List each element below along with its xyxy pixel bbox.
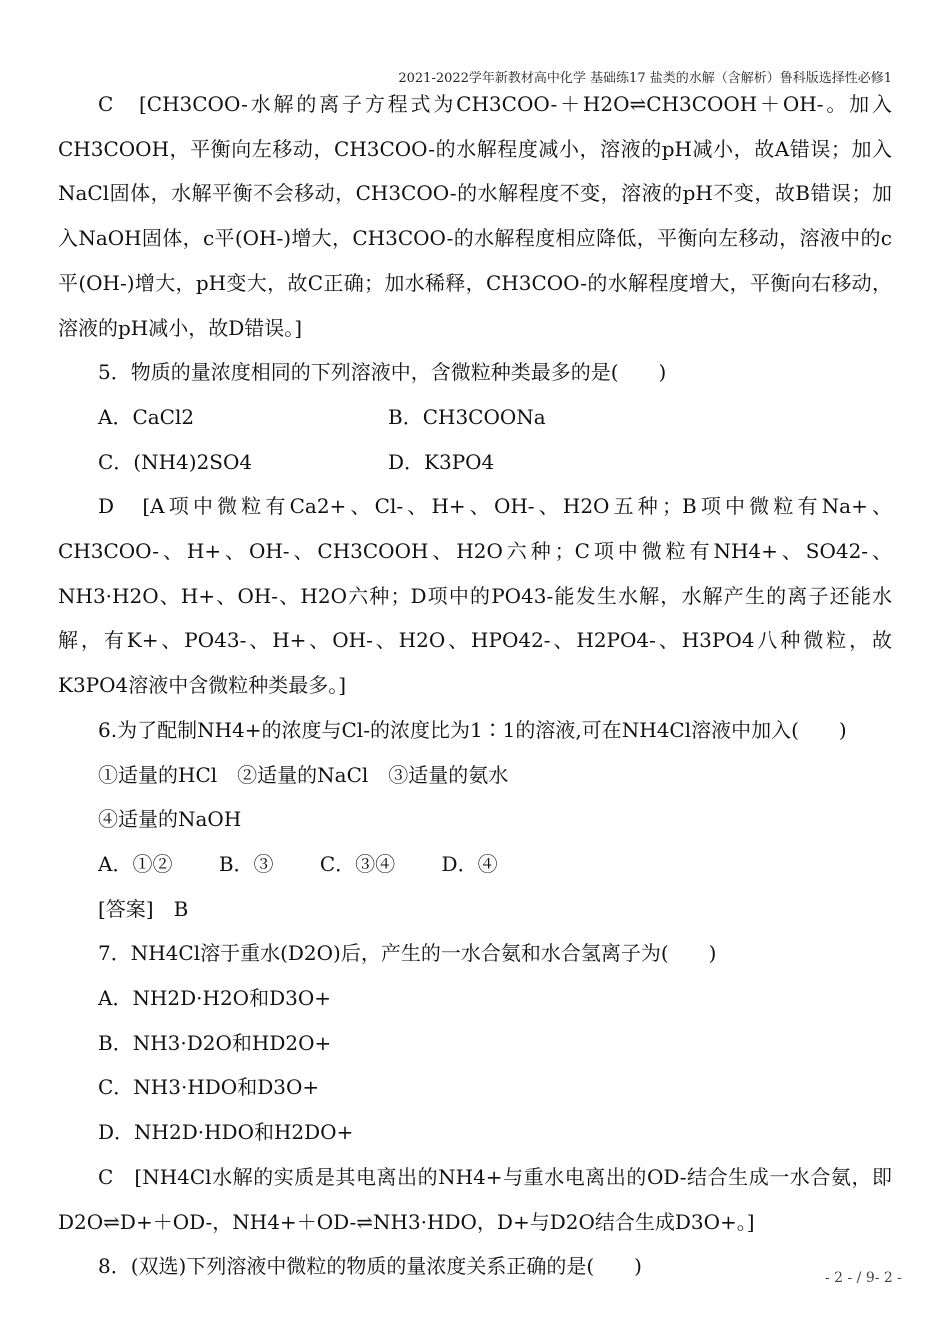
option-a: A．NH2D·H2O和D3O+: [98, 986, 331, 1011]
option-c: C．NH3·HDO和D3O+: [98, 1075, 320, 1100]
question-5-options-row-1: [58, 395, 892, 440]
option-d: D．NH2D·HDO和H2DO+: [98, 1120, 354, 1145]
question-6-items-line-2: ④适量的NaOH: [98, 807, 242, 832]
question-6-answer: [答案] B: [98, 896, 189, 921]
question-6-stem: 6.为了配制NH4+的浓度与Cl-的浓度比为1∶1的溶液,可在NH4Cl溶液中加入( ): [98, 717, 847, 742]
option-c: C．③④: [319, 851, 396, 876]
question-8-stem: 8．(双选)下列溶液中微粒的物质的量浓度关系正确的是( ): [98, 1254, 642, 1279]
option-b: B．CH3COONa: [388, 404, 546, 429]
option-d: D．K3PO4: [388, 449, 495, 474]
question-7-answer: C [NH4Cl水解的实质是其电离出的NH4+与重水电离出的OD-结合生成一水合氨，即D2O⇌D+＋OD-，NH4+＋OD-⇌NH3·HDO，D+与D2O结合生成D3O+。]: [58, 1164, 892, 1234]
option-d: D．④: [441, 851, 498, 876]
document-body: [58, 82, 892, 1289]
option-b: B．NH3·D2O和HD2O+: [98, 1030, 332, 1055]
option-a: A．CaCl2: [98, 404, 195, 429]
question-6-items-line-1: ①适量的HCl ②适量的NaCl ③适量的氨水: [98, 762, 509, 787]
page-number: - 2 - / 9- 2 -: [824, 1270, 902, 1286]
answer-paragraph-q4: C [CH3COO-水解的离子方程式为CH3COO-＋H2O⇌CH3COOH＋OH-。加入CH3COOH，平衡向左移动，CH3COO-的水解程度减小，溶液的pH减小，故A错误；加入NaCl固体，水解平衡不会移动，CH3COO-的水解程度不变，溶液的pH不变，故B错误；加入NaOH固体，c平(OH-)增大，CH3COO-的水解程度相应降低，平衡向左移动，溶液中的c平(OH-)增大，pH变大，故C正确；加水稀释，CH3COO-的水解程度增大，平衡向右移动，溶液的pH减小，故D错误。]: [58, 92, 892, 340]
question-5-options-row-2: [58, 440, 892, 485]
question-5-stem: 5．物质的量浓度相同的下列溶液中，含微粒种类最多的是( ): [98, 360, 667, 385]
document-header: 2021-2022学年新教材高中化学 基础练17 盐类的水解（含解析）鲁科版选择性必修1: [398, 71, 892, 86]
question-6-options: [58, 842, 892, 887]
option-c: C．(NH4)2SO4: [98, 449, 253, 474]
question-5-answer: D [A项中微粒有Ca2+、Cl-、H+、OH-、H2O五种；B项中微粒有Na+、CH3COO-、H+、OH-、CH3COOH、H2O六种；C项中微粒有NH4+、SO42-、NH3·H2O、H+、OH-、H2O六种；D项中的PO43-能发生水解，水解产生的离子还能水解，有K+、PO43-、H+、OH-、H2O、HPO42-、H2PO4-、H3PO4八种微粒，故K3PO4溶液中含微粒种类最多。]: [58, 494, 892, 698]
option-a: A．①②: [98, 851, 173, 876]
option-b: B．③: [218, 851, 274, 876]
question-7-stem: 7．NH4Cl溶于重水(D2O)后，产生的一水合氨和水合氢离子为( ): [98, 941, 717, 966]
